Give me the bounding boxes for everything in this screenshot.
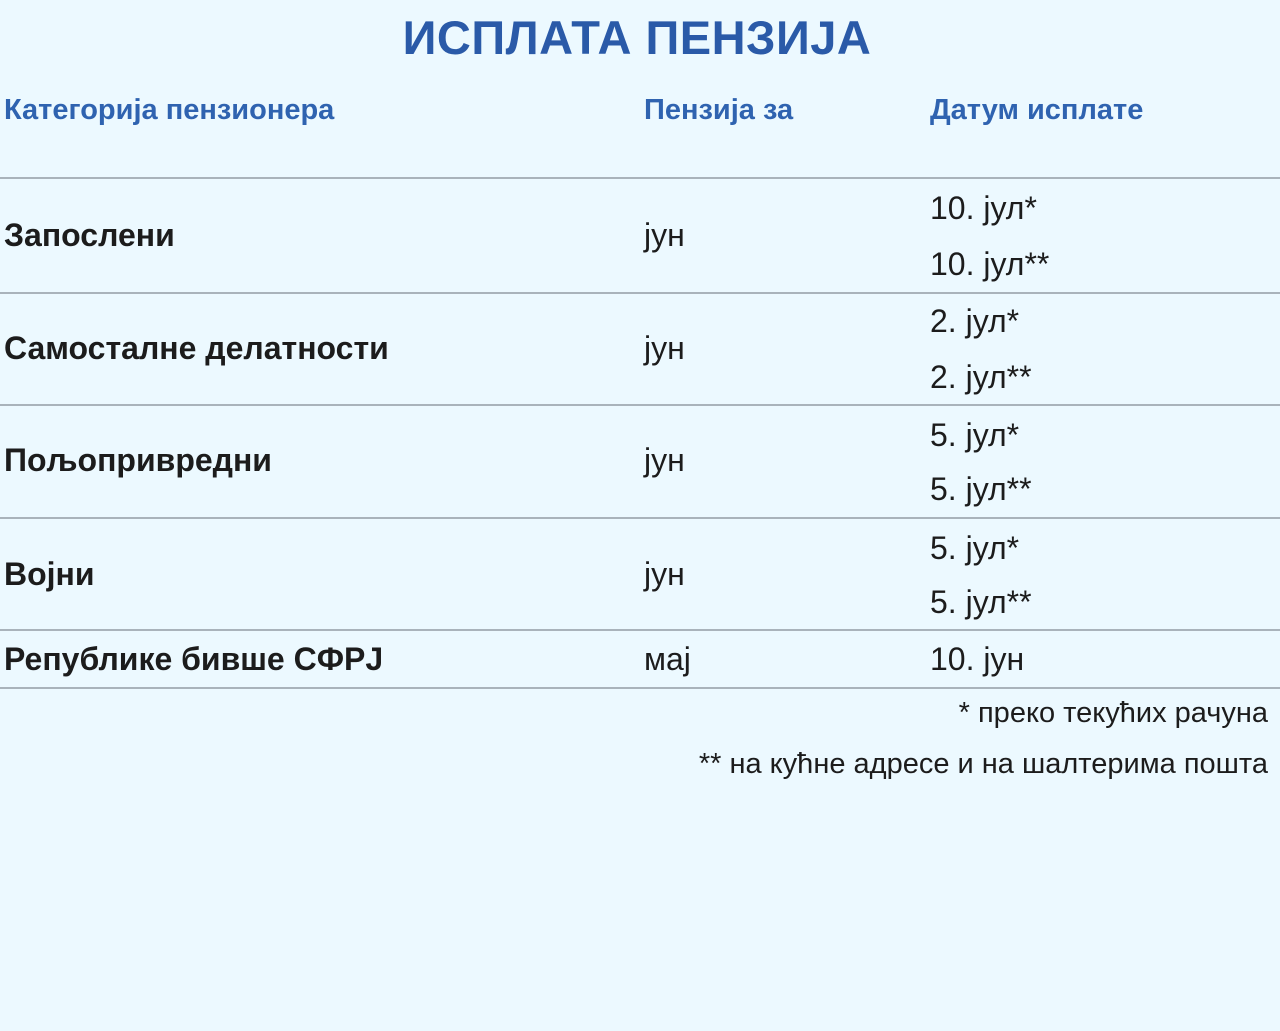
table-row bbox=[0, 631, 1280, 687]
table-header bbox=[0, 90, 1280, 136]
table-row bbox=[0, 294, 1280, 404]
table-divider bbox=[0, 687, 1280, 689]
row-date-account: 5. јул* bbox=[930, 417, 1020, 453]
row-date-post: 5. јул** bbox=[930, 584, 1032, 620]
footnote-account: * преко текућих рачуна bbox=[958, 697, 1268, 729]
row-date-account: 10. јул* bbox=[930, 190, 1037, 226]
header-pension-for: Пензија за bbox=[644, 94, 794, 126]
row-month: јун bbox=[644, 556, 685, 592]
row-category: Запослени bbox=[4, 217, 175, 253]
row-date-post: 10. јул** bbox=[930, 246, 1050, 282]
row-category: Војни bbox=[4, 556, 95, 592]
header-payment-date: Датум исплате bbox=[930, 94, 1144, 126]
row-month: јун bbox=[644, 442, 685, 478]
row-month: мај bbox=[644, 641, 691, 677]
row-date-account: 2. јул* bbox=[930, 303, 1020, 339]
row-category: Самосталне делатности bbox=[4, 330, 389, 366]
row-date-account: 5. јул* bbox=[930, 530, 1020, 566]
row-date-post: 2. јул** bbox=[930, 359, 1032, 395]
table-row bbox=[0, 179, 1280, 292]
page-title: ИСПЛАТА ПЕНЗИЈА bbox=[402, 11, 872, 64]
row-date: 10. јун bbox=[930, 641, 1025, 677]
footnote-post: ** на кућне адресе и на шалтерима пошта bbox=[698, 748, 1268, 780]
row-category: Пољопривредни bbox=[4, 442, 272, 478]
row-category: Републике бивше СФРЈ bbox=[4, 641, 384, 677]
row-month: јун bbox=[644, 330, 685, 366]
table-row bbox=[0, 519, 1280, 629]
row-month: јун bbox=[644, 217, 685, 253]
header-category: Категорија пензионера bbox=[4, 94, 335, 126]
table-row bbox=[0, 406, 1280, 517]
row-date-post: 5. јул** bbox=[930, 471, 1032, 507]
